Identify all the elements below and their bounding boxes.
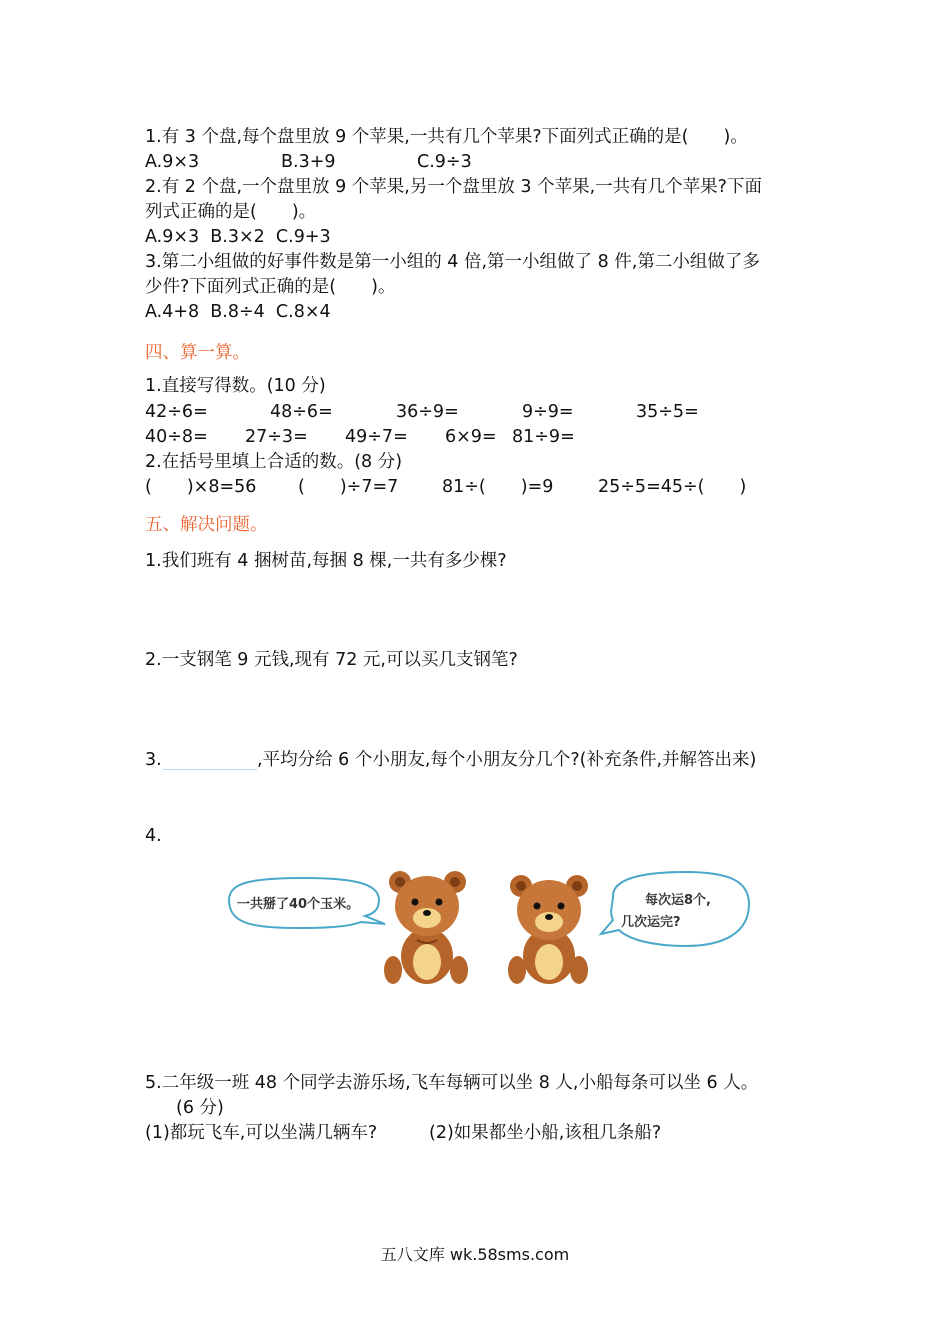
problem-5-line1: 5.二年级一班 48 个同学去游乐场,飞车每辆可以坐 8 人,小船每条可以坐 6 人。	[145, 1073, 759, 1093]
problem-3-number: 3.	[145, 750, 162, 770]
section-5-heading: 五、解决问题。	[145, 515, 268, 535]
fill-blank-item: 25÷5=45÷( )	[598, 477, 747, 497]
problem-5-sub1: (1)都玩飞车,可以坐满几辆车?	[145, 1123, 378, 1143]
right-bear-icon	[508, 875, 588, 984]
problem-3-text: ,平均分给 6 个小朋友,每个小朋友分几个?(补充条件,并解答出来)	[257, 750, 757, 770]
section-4-q2-title: 2.在括号里填上合适的数。(8 分)	[145, 452, 403, 472]
left-bubble-text: 一共掰了40个玉米。	[237, 897, 360, 912]
calc-item: 35÷5=	[636, 402, 699, 422]
question-3-1: 1.有 3 个盘,每个盘里放 9 个苹果,一共有几个苹果?下面列式正确的是( )。	[145, 127, 748, 147]
problem-2: 2.一支钢笔 9 元钱,现有 72 元,可以买几支钢笔?	[145, 650, 518, 670]
calc-item: 49÷7=	[345, 427, 408, 447]
right-bubble-text-line2: 几次运完?	[621, 915, 681, 930]
problem-5-line2: (6 分)	[176, 1098, 224, 1118]
right-bubble-text-line1: 每次运8个,	[645, 893, 711, 908]
left-bear-icon	[384, 871, 468, 984]
fill-blank-item: ( )×8=56	[145, 477, 257, 497]
section-4-q1-title: 1.直接写得数。(10 分)	[145, 376, 326, 396]
question-3-3-options: A.4+8 B.8÷4 C.8×4	[145, 302, 331, 322]
fill-blank-item: ( )÷7=7	[298, 477, 399, 497]
problem-3-blank[interactable]	[163, 769, 257, 770]
question-3-3-line1: 3.第二小组做的好事件数是第一小组的 4 倍,第一小组做了 8 件,第二小组做了多	[145, 252, 760, 272]
problem-5-sub2: (2)如果都坐小船,该租几条船?	[429, 1123, 662, 1143]
fill-blank-item: 81÷( )=9	[442, 477, 554, 497]
option-a: A.9×3	[145, 152, 200, 172]
calc-item: 27÷3=	[245, 427, 308, 447]
calc-item: 42÷6=	[145, 402, 208, 422]
option-b: B.3+9	[281, 152, 336, 172]
problem-4-number: 4.	[145, 826, 162, 846]
problem-1: 1.我们班有 4 捆树苗,每捆 8 棵,一共有多少棵?	[145, 551, 507, 571]
calc-item: 81÷9=	[512, 427, 575, 447]
question-3-2-line2: 列式正确的是( )。	[145, 202, 317, 222]
calc-item: 48÷6=	[270, 402, 333, 422]
right-speech-bubble	[601, 872, 749, 946]
question-3-2-options: A.9×3 B.3×2 C.9+3	[145, 227, 331, 247]
section-4-heading: 四、算一算。	[145, 343, 250, 363]
left-speech-bubble	[229, 878, 385, 928]
footer-watermark: 五八文库 wk.58sms.com	[380, 1245, 570, 1264]
calc-item: 6×9=	[445, 427, 497, 447]
question-3-3-line2: 少件?下面列式正确的是( )。	[145, 277, 396, 297]
question-3-2-line1: 2.有 2 个盘,一个盘里放 9 个苹果,另一个盘里放 3 个苹果,一共有几个苹果?下面	[145, 177, 762, 197]
calc-item: 36÷9=	[396, 402, 459, 422]
option-c: C.9÷3	[417, 152, 472, 172]
calc-item: 40÷8=	[145, 427, 208, 447]
calc-item: 9÷9=	[522, 402, 574, 422]
bears-illustration	[215, 866, 755, 988]
